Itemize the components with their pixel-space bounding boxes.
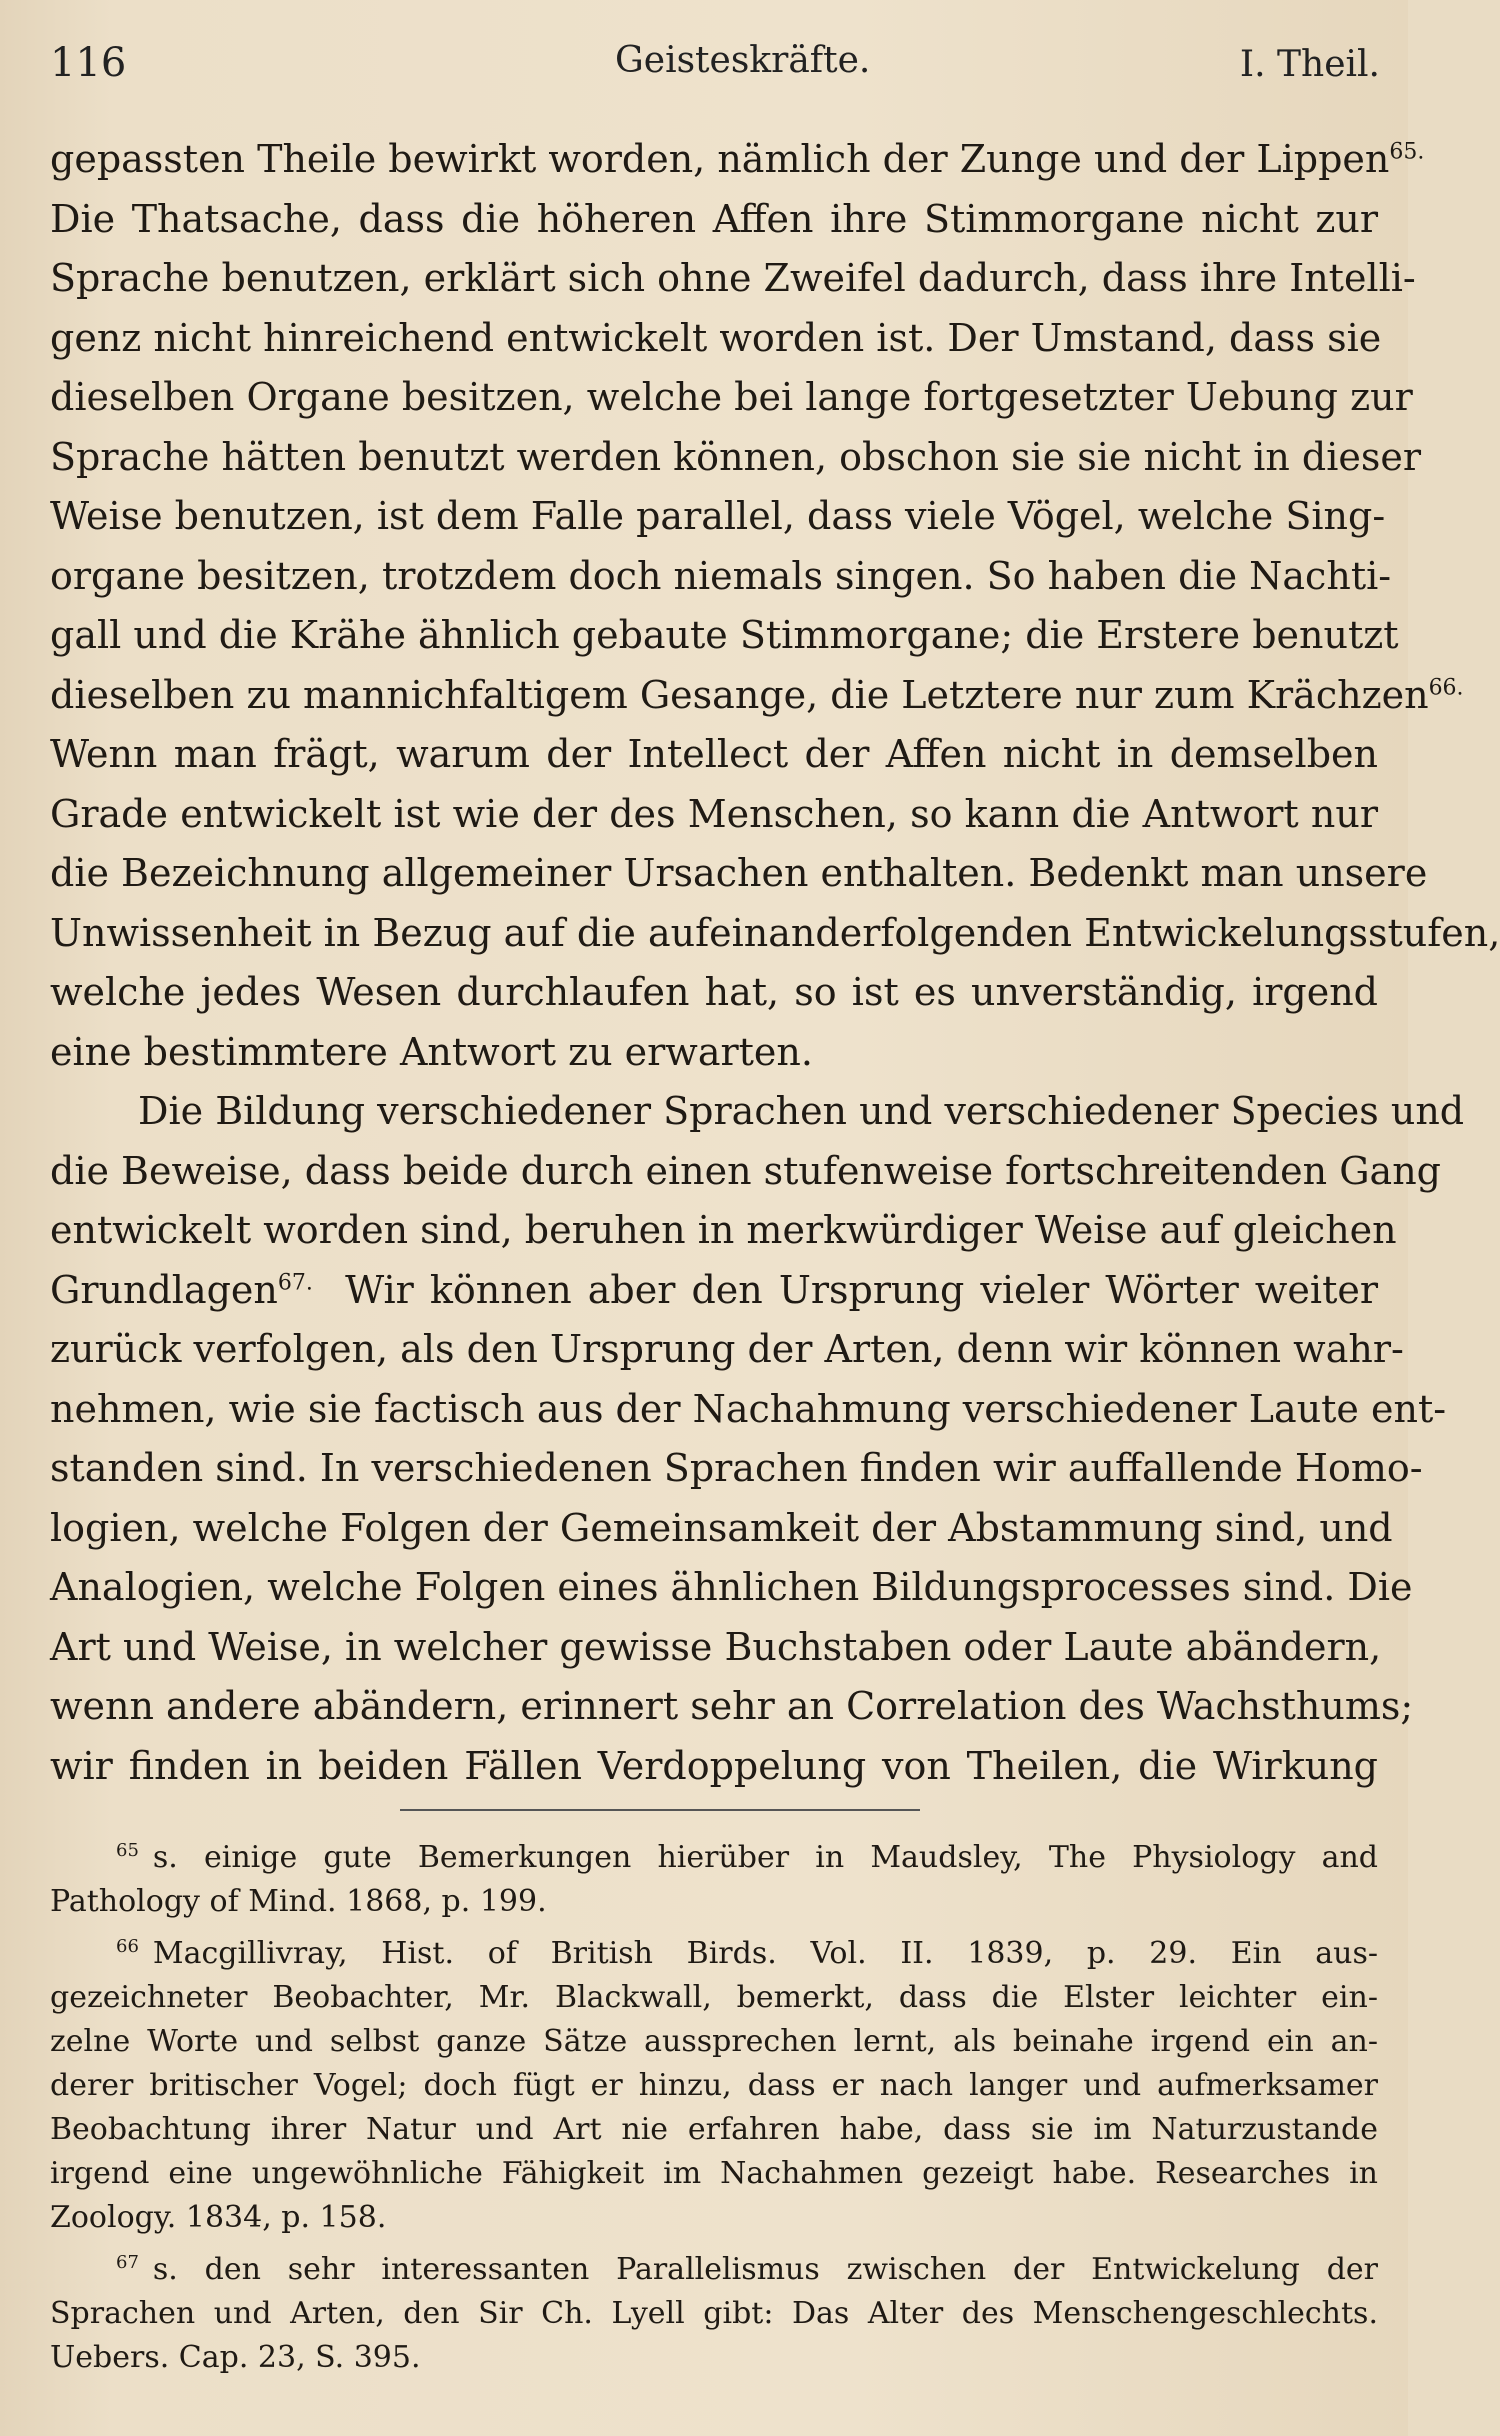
- text-line: wir finden in beiden Fällen Verdoppelung von Theilen, die Wirkung: [50, 1743, 1378, 1788]
- text-line: Grade entwickelt ist wie der des Menschen, so kann die Antwort nur: [50, 791, 1378, 836]
- text-line: Sprache benutzen, erklärt sich ohne Zweifel dadurch, dass ihre Intelli-: [50, 256, 1416, 300]
- footnote-ref-66: 66.: [1428, 674, 1464, 700]
- text-line: Art und Weise, in welcher gewisse Buchstaben oder Laute abändern,: [50, 1624, 1382, 1669]
- text-line: gall und die Krähe ähnlich gebaute Stimmorgane; die Erstere benutzt: [50, 613, 1399, 657]
- text-line: Grundlagen$^{67.}$ Wir können aber den Ursprung vieler Wörter weiter: [50, 1267, 1378, 1312]
- footnote-67: [50, 2248, 1378, 2380]
- footnote-line: zelne Worte und selbst ganze Sätze aussprechen lernt, als beinahe irgend ein an-: [50, 2024, 1378, 2059]
- footnote-65: [50, 1836, 1378, 1924]
- text-line: organe besitzen, trotzdem doch niemals singen. So haben die Nachti-: [50, 553, 1392, 598]
- footnote-number: 67: [116, 2252, 139, 2273]
- text-line: welche jedes Wesen durchlaufen hat, so ist es unverständig, irgend: [50, 970, 1378, 1014]
- footnote-line: Beobachtung ihrer Natur und Art nie erfahren habe, dass sie im Naturzustande: [50, 2112, 1378, 2147]
- text-line: Die Thatsache, dass die höheren Affen ihre Stimmorgane nicht zur: [50, 196, 1378, 241]
- running-header: [50, 40, 1380, 100]
- text-line: genz nicht hinreichend entwickelt worden ist. Der Umstand, dass sie: [50, 315, 1382, 360]
- main-text: [50, 130, 1500, 1796]
- footnote-line: $^{66}$ Macgillivray, Hist. of British Birds. Vol. II. 1839, p. 29. Ein aus-: [116, 1936, 1378, 1971]
- footnote-line: Pathology of Mind. 1868, p. 199.: [50, 1884, 547, 1919]
- footnote-line: $^{67}$ s. den sehr interessanten Parallelismus zwischen der Entwickelung der: [116, 2252, 1378, 2287]
- text-line: die Bezeichnung allgemeiner Ursachen enthalten. Bedenkt man unsere: [50, 851, 1428, 895]
- footnote-ref-67: 67.: [277, 1269, 313, 1295]
- text-line: die Beweise, dass beide durch einen stufenweise fortschreitenden Gang: [50, 1148, 1442, 1193]
- text-line: gepassten Theile bewirkt worden, nämlich der Zunge und der Lippen$^{65.}$: [50, 137, 1425, 181]
- footnote-66: [50, 1932, 1378, 2240]
- text-line: wenn andere abändern, erinnert sehr an Correlation des Wachsthums;: [50, 1684, 1414, 1728]
- text-line: Weise benutzen, ist dem Falle parallel, dass viele Vögel, welche Sing-: [50, 494, 1386, 538]
- footnote-ref-65: 65.: [1389, 139, 1425, 165]
- footnote-line: derer britischer Vogel; doch fügt er hinzu, dass er nach langer und aufmerksamer: [50, 2068, 1378, 2103]
- text-line: eine bestimmtere Antwort zu erwarten.: [50, 1029, 813, 1074]
- footnote-line: Zoology. 1834, p. 158.: [50, 2200, 387, 2235]
- text-line: Sprache hätten benutzt werden können, obschon sie sie nicht in dieser: [50, 434, 1422, 479]
- footnote-line: Sprachen und Arten, den Sir Ch. Lyell gibt: Das Alter des Menschengeschlechts.: [50, 2296, 1378, 2331]
- text-line: Unwissenheit in Bezug auf die aufeinanderfolgenden Entwickelungsstufen,: [50, 910, 1500, 955]
- text-line: dieselben zu mannichfaltigem Gesange, die Letztere nur zum Krächzen$^{66.}$: [50, 672, 1464, 717]
- footnote-divider: [400, 1809, 920, 1811]
- text-line: Wenn man frägt, warum der Intellect der Affen nicht in demselben: [50, 732, 1378, 776]
- page-number: 116: [50, 40, 127, 86]
- footnote-number: 65: [116, 1840, 139, 1861]
- part-label: I. Theil.: [1239, 44, 1380, 85]
- footnote-number: 66: [116, 1936, 139, 1957]
- footnote-line: $^{65}$ s. einige gute Bemerkungen hierüber in Maudsley, The Physiology and: [116, 1840, 1378, 1875]
- text-line: Analogien, welche Folgen eines ähnlichen Bildungsprocesses sind. Die: [50, 1565, 1413, 1609]
- text-line: Die Bildung verschiedener Sprachen und verschiedener Species und: [138, 1089, 1465, 1133]
- text-line: nehmen, wie sie factisch aus der Nachahmung verschiedener Laute ent-: [50, 1386, 1447, 1431]
- text-line: entwickelt worden sind, beruhen in merkwürdiger Weise auf gleichen: [50, 1208, 1397, 1252]
- text-line: logien, welche Folgen der Gemeinsamkeit der Abstammung sind, und: [50, 1505, 1393, 1550]
- footnote-line: Uebers. Cap. 23, S. 395.: [50, 2340, 421, 2375]
- text-line: zurück verfolgen, als den Ursprung der Arten, denn wir können wahr-: [50, 1327, 1404, 1371]
- footnote-line: irgend eine ungewöhnliche Fähigkeit im Nachahmen gezeigt habe. Researches in: [50, 2156, 1378, 2191]
- footnote-line: gezeichneter Beobachter, Mr. Blackwall, bemerkt, dass die Elster leichter ein-: [50, 1980, 1378, 2015]
- text-line: standen sind. In verschiedenen Sprachen finden wir auffallende Homo-: [50, 1446, 1423, 1490]
- footnotes: [50, 1836, 1378, 2388]
- text-line: dieselben Organe besitzen, welche bei lange fortgesetzter Uebung zur: [50, 375, 1413, 419]
- running-title: Geisteskräfte.: [615, 40, 871, 81]
